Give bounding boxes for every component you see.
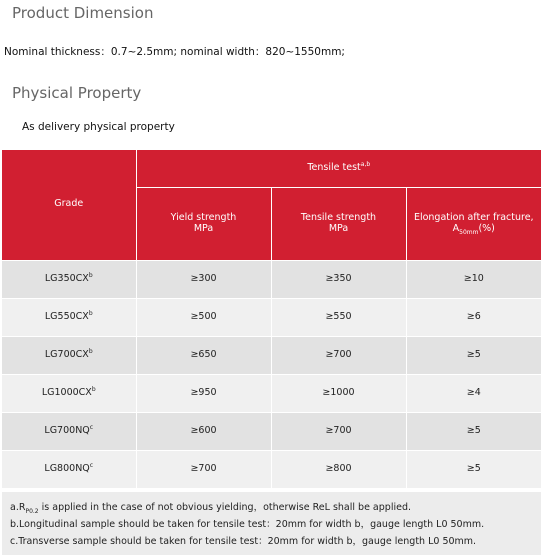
tensile-strength-header xyxy=(271,187,406,260)
grade-footnote-ref: c xyxy=(89,423,94,431)
grade-footnote-ref: b xyxy=(88,271,93,279)
footnotes-box xyxy=(2,492,541,555)
table-subtitle: As delivery physical property xyxy=(22,121,175,133)
elongation-cell: ≥5 xyxy=(406,336,541,374)
yield-strength-header xyxy=(136,187,271,260)
grade-name: LG350CX xyxy=(44,272,89,284)
footnote-a-text: is applied in the case of not obvious yielding，otherwise ReL shall be applied. xyxy=(38,502,411,513)
yield-cell: ≥500 xyxy=(136,298,271,336)
elongation-cell: ≥5 xyxy=(406,450,541,488)
yield-strength-label: Yield strength xyxy=(170,211,237,223)
tensile-test-label: Tensile test xyxy=(307,161,361,173)
grade-name: LG700CX xyxy=(44,348,89,360)
grade-footnote-ref: b xyxy=(91,385,96,393)
tensile-strength-label: Tensile strength xyxy=(300,211,377,223)
grade-footnote-ref: c xyxy=(89,461,94,469)
grade-footnote-ref: b xyxy=(88,309,93,317)
grade-header: Grade xyxy=(2,150,136,260)
table-row xyxy=(2,260,541,298)
tensile-test-header xyxy=(136,150,541,187)
section-title-product-dimension: Product Dimension xyxy=(12,4,154,22)
grade-cell xyxy=(2,298,136,336)
tensile-test-sup: a,b xyxy=(360,160,371,168)
tensile-cell: ≥550 xyxy=(271,298,406,336)
grade-name: LG550CX xyxy=(44,310,89,322)
footnote-c: c.Transverse sample should be taken for tensile test：20mm for width b，gauge length L0 50mm. xyxy=(10,536,477,547)
grade-name: LG1000CX xyxy=(41,386,92,398)
footnote-a-prefix: a.R xyxy=(10,502,26,513)
yield-cell: ≥950 xyxy=(136,374,271,412)
yield-cell: ≥300 xyxy=(136,260,271,298)
grade-cell xyxy=(2,374,136,412)
yield-cell: ≥600 xyxy=(136,412,271,450)
elongation-cell: ≥4 xyxy=(406,374,541,412)
tensile-cell: ≥700 xyxy=(271,412,406,450)
yield-cell: ≥650 xyxy=(136,336,271,374)
tensile-strength-unit: MPa xyxy=(328,222,349,234)
yield-cell: ≥700 xyxy=(136,450,271,488)
tensile-cell: ≥1000 xyxy=(271,374,406,412)
table-row xyxy=(2,450,541,488)
yield-strength-unit: MPa xyxy=(193,222,214,234)
section-title-physical-property: Physical Property xyxy=(12,84,142,102)
elongation-cell: ≥5 xyxy=(406,412,541,450)
tensile-cell: ≥350 xyxy=(271,260,406,298)
footnote-b: b.Longitudinal sample should be taken for tensile test：20mm for width b，gauge length L0 50mm. xyxy=(10,519,485,530)
grade-cell xyxy=(2,412,136,450)
grade-name: LG800NQ xyxy=(44,462,90,474)
elongation-unit: (%) xyxy=(478,222,495,234)
footnote-a xyxy=(10,499,541,516)
footnote-a-subscript: P0.2 xyxy=(25,507,39,515)
table-row xyxy=(2,298,541,336)
tensile-cell: ≥700 xyxy=(271,336,406,374)
elongation-subscript: 50mm xyxy=(459,228,479,236)
elongation-symbol: A xyxy=(452,222,460,234)
table-row xyxy=(2,374,541,412)
table-row xyxy=(2,336,541,374)
elongation-label: Elongation after fracture, xyxy=(413,211,534,223)
grade-cell xyxy=(2,336,136,374)
grade-cell xyxy=(2,260,136,298)
tensile-cell: ≥800 xyxy=(271,450,406,488)
grade-footnote-ref: b xyxy=(88,347,93,355)
grade-name: LG700NQ xyxy=(44,424,90,436)
grade-cell xyxy=(2,450,136,488)
table-row xyxy=(2,412,541,450)
dimension-text: Nominal thickness：0.7~2.5mm; nominal width：820~1550mm; xyxy=(4,46,345,58)
elongation-header xyxy=(406,187,541,260)
elongation-cell: ≥10 xyxy=(406,260,541,298)
elongation-cell: ≥6 xyxy=(406,298,541,336)
physical-property-table xyxy=(2,150,541,488)
